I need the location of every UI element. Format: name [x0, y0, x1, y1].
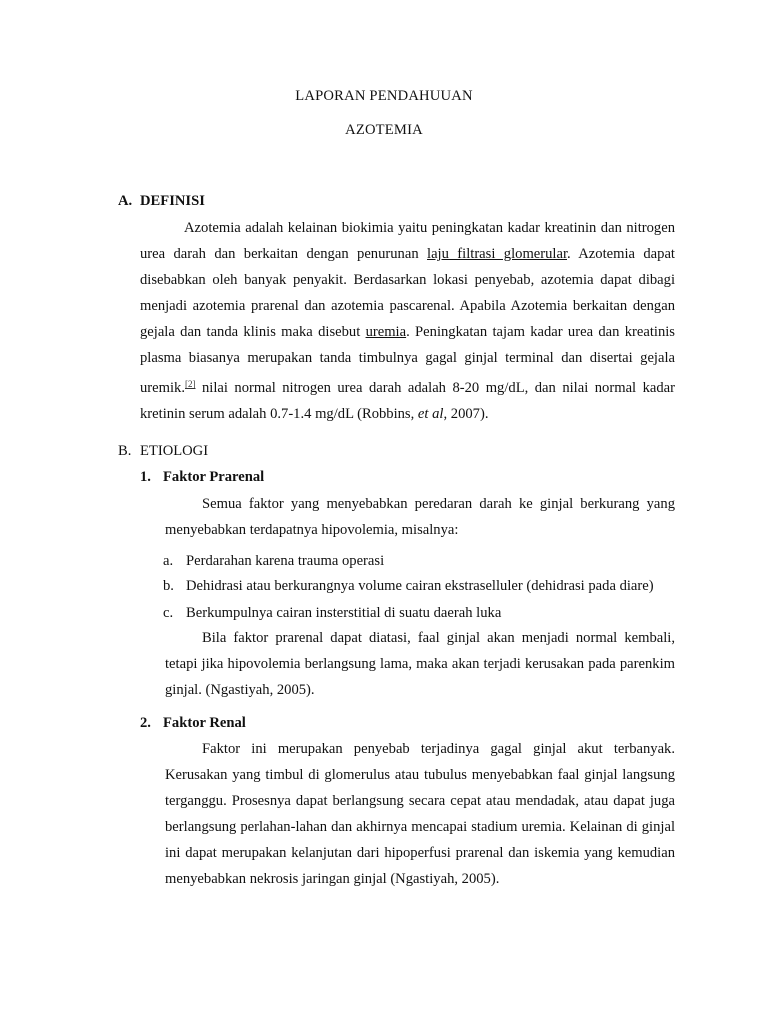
subsection-2-number: 2.: [140, 715, 151, 731]
list-item-marker: a.: [163, 553, 174, 569]
list-item-marker: c.: [163, 605, 174, 621]
section-a-marker: A.: [118, 193, 133, 209]
subsection-1-number: 1.: [140, 469, 151, 485]
link-uremia[interactable]: uremia: [365, 324, 407, 340]
text-run: , 2007).: [443, 406, 489, 422]
text-run: . Azotemia dapat disebabkan oleh banyak penyakit. Berdasarkan lokasi penyebab, azotemia dapat dibagi menjadi azotemia prarenal dan azotemia pascarenal. Apabila Azotemia berkaitan dengan gejala dan tanda klinis maka disebut: [140, 246, 675, 340]
section-b-marker: B.: [118, 443, 132, 459]
text-run: Azotemia adalah kelainan biokimia yaitu peningkatan kadar kreatinin dan nitrogen urea darah dan berkaitan dengan penurunan: [140, 220, 675, 262]
subsection-2-heading: Faktor Renal: [163, 715, 246, 731]
subsection-2-paragraph: Faktor ini merupakan penyebab terjadinya gagal ginjal akut terbanyak. Kerusakan yang timbul di glomerulus atau tubulus menyebabkan faal ginjal langsung terganggu. Prosesnya dapat berlangsung secara cepat atau mendadak, atau dapat juga berlangsung perlahan-lahan dan akhirnya mencapai stadium uremia. Kelainan di ginjal ini dapat merupakan kelanjutan dari hipoperfusi prarenal dan iskemia yang kemudian menyebabkan nekrosis jaringan ginjal (Ngastiyah, 2005).: [165, 741, 675, 887]
section-a-paragraph: [140, 215, 675, 427]
section-b-heading: ETIOLOGI: [140, 443, 209, 459]
reference-link[interactable]: [2]: [185, 379, 196, 389]
subsection-1-intro: Semua faktor yang menyebabkan peredaran darah ke ginjal berkurang yang menyebabkan terdapatnya hipovolemia, misalnya:: [165, 496, 675, 538]
subsection-1-heading: Faktor Prarenal: [163, 469, 265, 485]
section-a-heading: DEFINISI: [140, 193, 205, 209]
list-item: Berkumpulnya cairan insterstitial di suatu daerah luka: [186, 605, 502, 621]
list-item-marker: b.: [163, 578, 174, 594]
subsection-1-outro: Bila faktor prarenal dapat diatasi, faal ginjal akan menjadi normal kembali, tetapi jika hipovolemia berlangsung lama, maka akan terjadi kerusakan pada parenkim ginjal. (Ngastiyah, 2005).: [165, 630, 675, 698]
list-item: Dehidrasi atau berkurangnya volume cairan ekstraselluler (dehidrasi pada diare): [186, 578, 654, 594]
link-laju-filtrasi[interactable]: laju filtrasi glomerular: [427, 246, 568, 262]
italic-text: et al: [417, 406, 444, 422]
text-run: . Peningkatan tajam kadar urea dan kreatinis plasma biasanya merupakan tanda timbulnya gagal ginjal terminal dan disertai gejala uremik.: [140, 324, 675, 396]
text-run: nilai normal nitrogen urea darah adalah 8-20 mg/dL, dan nilai normal kadar kretinin serum adalah 0.7-1.4 mg/dL (Robbins,: [140, 380, 675, 422]
document-title: LAPORAN PENDAHUUAN: [295, 88, 473, 104]
list-item: Perdarahan karena trauma operasi: [186, 553, 385, 569]
document-subtitle: AZOTEMIA: [345, 122, 423, 138]
